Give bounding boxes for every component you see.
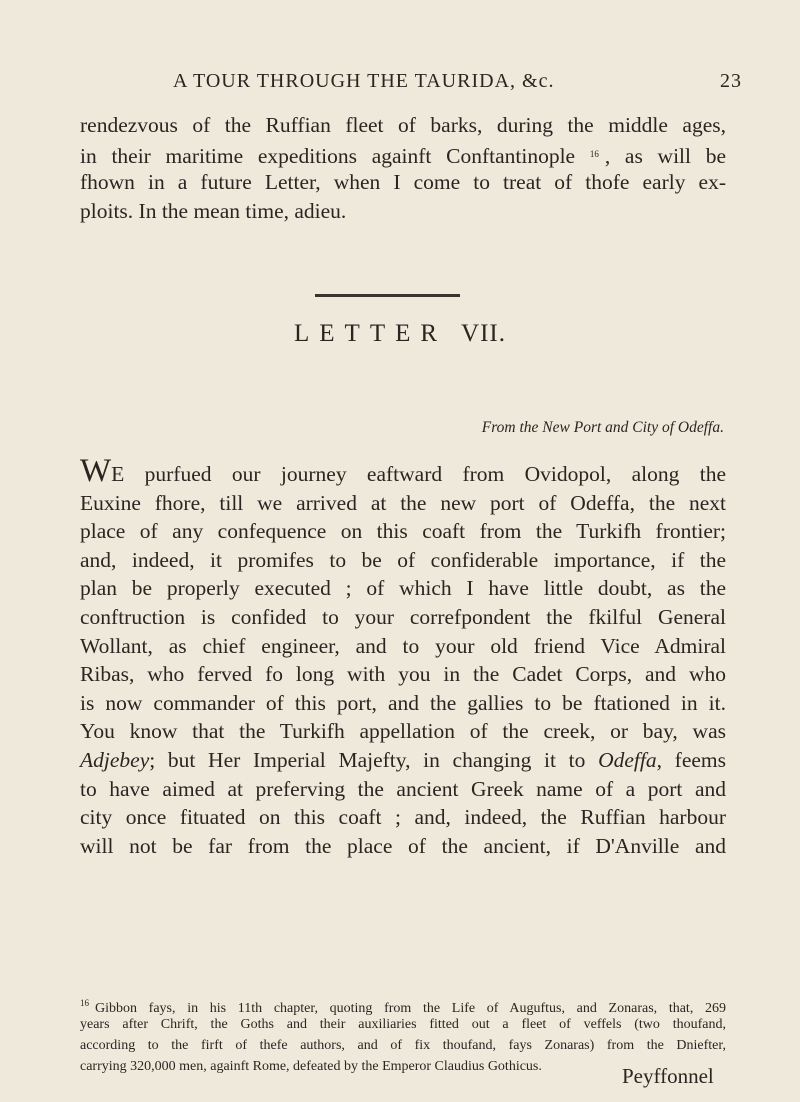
text-line: to have aimed at preferving the ancient Greek name of a port and [80, 776, 726, 801]
italic-word: Odeffa [598, 747, 657, 772]
italic-word: Adjebey [80, 747, 150, 772]
text-segment: , feems [656, 747, 726, 772]
text-segment: , as will be [604, 143, 726, 168]
section-divider [315, 294, 460, 297]
text-line [80, 140, 726, 169]
text-line: rendezvous of the Ruffian fleet of barks, during the middle ages, [80, 113, 726, 137]
text-line: Wollant, as chief engineer, and to your old friend Vice Admiral [80, 633, 726, 658]
text-line: place of any confequence on this coaft from the Turkifh frontier; [80, 519, 726, 544]
text-line [80, 746, 726, 775]
text-segment: in their maritime expeditions againft Conftantinople [80, 143, 590, 168]
footnote-line: carrying 320,000 men, againft Rome, defeated by the Emperor Claudius Gothicus. [80, 1059, 542, 1074]
text-line: Ribas, who ferved fo long with you in the Cadet Corps, and who [80, 662, 726, 687]
footnote-reference: 16 [589, 148, 599, 159]
intro-paragraph [80, 111, 726, 225]
page-number: 23 [720, 70, 742, 92]
letter-heading-word: LETTER [294, 320, 448, 347]
text-segment: ; but Her Imperial Majefty, in changing it to [149, 747, 599, 772]
text-line: You know that the Turkifh appellation of the creek, or bay, was [80, 719, 726, 744]
letter-heading-numeral: VII. [461, 320, 506, 347]
text-segment: E purfued our journey eaftward from Ovidopol, along the [111, 462, 726, 486]
footnote-mark: 16 [80, 998, 89, 1008]
text-line: conftruction is confided to your correfpondent the fkilful General [80, 604, 726, 629]
footnote-line: years after Chrift, the Goths and their auxiliaries fitted out a fleet of veffels (two thoufand, [80, 1017, 726, 1032]
catchword: Peyffonnel [622, 1064, 714, 1088]
drop-cap: W [80, 453, 112, 489]
text-line [80, 453, 726, 489]
text-line: city once fituated on this coaft ; and, indeed, the Ruffian harbour [80, 805, 726, 830]
footnote-line [80, 993, 726, 1014]
letter-heading [0, 320, 800, 348]
text-line: plan be properly executed ; of which I have little doubt, as the [80, 576, 726, 601]
text-line: fhown in a future Letter, when I come to treat of thofe early ex- [80, 170, 726, 195]
text-segment: Gibbon fays, in his 11th chapter, quoting from the Life of Auguftus, and Zonaras, that, 269 [95, 1001, 726, 1016]
running-title: A TOUR THROUGH THE TAURIDA, &c. [173, 70, 555, 92]
text-line: Euxine fhore, till we arrived at the new port of Odeffa, the next [80, 490, 726, 515]
dateline: From the New Port and City of Odeffa. [481, 419, 724, 436]
letter-body [80, 453, 726, 860]
text-line: is now commander of this port, and the gallies to be ftationed in it. [80, 690, 726, 715]
text-line: will not be far from the place of the ancient, if D'Anville and [80, 833, 726, 858]
text-line: ploits. In the mean time, adieu. [80, 198, 347, 223]
text-line: and, indeed, it promifes to be of confiderable importance, if the [80, 547, 726, 572]
footnote-line: according to the firft of thefe authors, and of fix thoufand, fays Zonaras) from the Dniefter, [80, 1038, 726, 1053]
